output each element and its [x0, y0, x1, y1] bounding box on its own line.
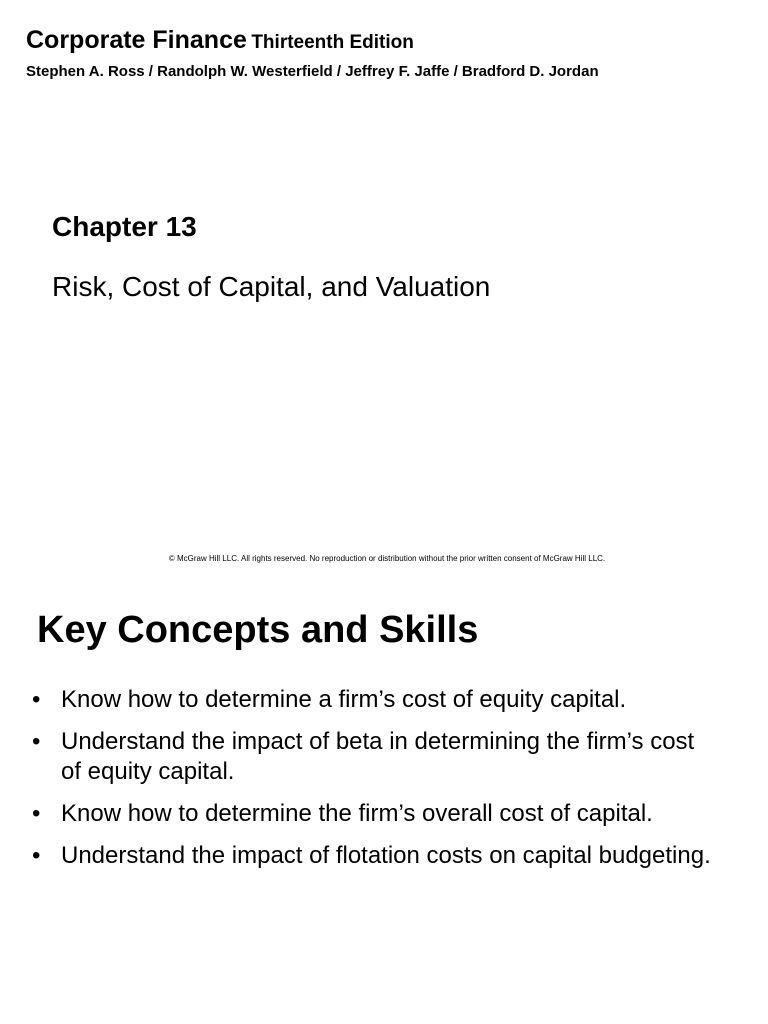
book-title: Corporate Finance	[26, 26, 247, 54]
slide-heading: Key Concepts and Skills	[37, 609, 479, 651]
bullet-marker: •	[32, 686, 41, 713]
bullet-list	[30, 685, 720, 883]
copyright-notice: © McGraw Hill LLC. All rights reserved. No reproduction or distribution without the prior written consent of McGraw Hill LLC.	[168, 554, 606, 563]
chapter-number: Chapter 13	[52, 211, 197, 242]
bullet-marker: •	[32, 728, 41, 755]
chapter-title: Risk, Cost of Capital, and Valuation	[52, 271, 491, 302]
bullet-item	[30, 841, 720, 871]
key-concepts-slide	[0, 580, 768, 1024]
bullet-marker: •	[32, 842, 41, 869]
book-authors: Stephen A. Ross / Randolph W. Westerfield / Jeffrey F. Jaffe / Bradford D. Jordan	[26, 63, 599, 80]
bullet-text: Know how to determine a firm’s cost of equity capital.	[61, 686, 627, 713]
book-edition: Thirteenth Edition	[251, 32, 414, 53]
bullet-text: Understand the impact of beta in determining the firm’s cost of equity capital.	[61, 728, 695, 785]
book-title-line	[26, 28, 414, 53]
bullet-text: Know how to determine the firm’s overall cost of capital.	[61, 800, 653, 827]
bullet-marker: •	[32, 800, 41, 827]
bullet-item	[30, 799, 720, 829]
bullet-text: Understand the impact of flotation costs on capital budgeting.	[61, 842, 711, 869]
bullet-item	[30, 685, 720, 715]
bullet-item	[30, 727, 720, 787]
